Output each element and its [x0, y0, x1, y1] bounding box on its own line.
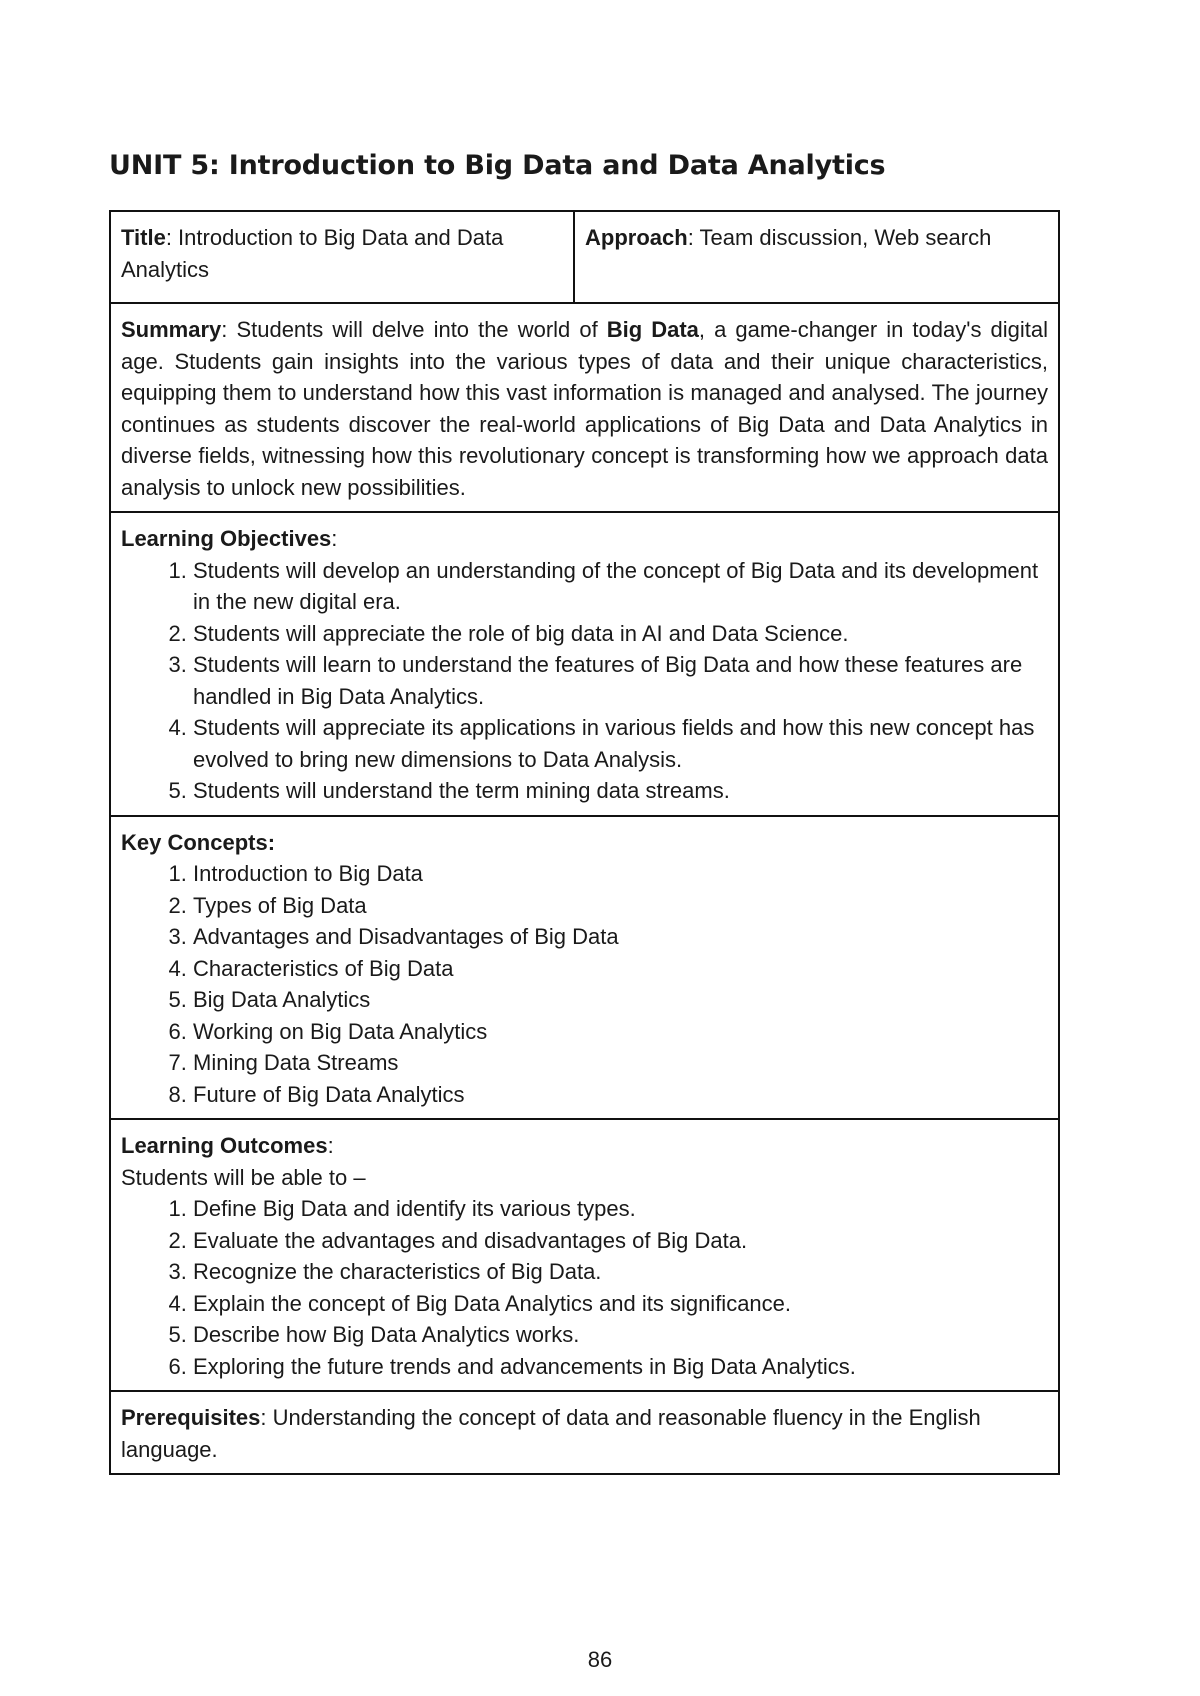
key-concepts-row	[111, 815, 1058, 1119]
prerequisites-row	[111, 1390, 1058, 1473]
list-item: 7. Mining Data Streams	[193, 1047, 1048, 1079]
title-approach-row	[111, 212, 1058, 302]
learning-objectives-row	[111, 511, 1058, 815]
list-item: 3. Advantages and Disadvantages of Big Data	[193, 921, 1048, 953]
list-item: 2. Students will appreciate the role of big data in AI and Data Science.	[193, 618, 1048, 650]
summary-text-after: , a game-changer in today's digital age. Students gain insights into the various types of data and their unique characteristics, equipping them to understand how this vast information is managed and analysed. The journey continues as students discover the real-world applications of Big Data and Data Analytics in diverse fields, witnessing how this revolutionary concept is transforming how we approach data analysis to unlock new possibilities.	[121, 317, 1048, 500]
prerequisites-label: Prerequisites	[121, 1405, 261, 1430]
unit-overview-table	[109, 210, 1060, 1475]
list-item: 6. Working on Big Data Analytics	[193, 1016, 1048, 1048]
title-cell	[111, 212, 575, 302]
list-item: 2. Types of Big Data	[193, 890, 1048, 922]
list-item: 4. Explain the concept of Big Data Analytics and its significance.	[193, 1288, 1048, 1320]
list-item: 1. Define Big Data and identify its various types.	[193, 1193, 1048, 1225]
learning-outcomes-heading: Learning Outcomes:	[121, 1133, 334, 1158]
approach-cell	[575, 212, 1058, 302]
summary-bold-term: Big Data	[606, 317, 699, 342]
list-item: 1. Introduction to Big Data	[193, 858, 1048, 890]
page-number: 86	[587, 1647, 613, 1672]
list-item: 1. Students will develop an understanding of the concept of Big Data and its development in the new digital era.	[193, 555, 1048, 618]
learning-outcomes-row	[111, 1118, 1058, 1390]
learning-outcomes-list	[121, 1193, 1048, 1382]
learning-objectives-list	[121, 555, 1048, 807]
title-value: : Introduction to Big Data and Data Analytics	[121, 225, 504, 282]
list-item: 5. Big Data Analytics	[193, 984, 1048, 1016]
prerequisites-value: : Understanding the concept of data and reasonable fluency in the English language.	[121, 1405, 981, 1462]
list-item: 8. Future of Big Data Analytics	[193, 1079, 1048, 1111]
summary-label: Summary	[121, 317, 222, 342]
unit-title: UNIT 5: Introduction to Big Data and Data Analytics	[109, 150, 886, 181]
learning-objectives-heading: Learning Objectives:	[121, 526, 338, 551]
title-label: Title	[121, 225, 166, 250]
list-item: 3. Students will learn to understand the features of Big Data and how these features are handled in Big Data Analytics.	[193, 649, 1048, 712]
list-item: 4. Characteristics of Big Data	[193, 953, 1048, 985]
key-concepts-list	[121, 858, 1048, 1110]
list-item: 5. Students will understand the term mining data streams.	[193, 775, 1048, 807]
list-item: 2. Evaluate the advantages and disadvantages of Big Data.	[193, 1225, 1048, 1257]
key-concepts-heading: Key Concepts:	[121, 829, 276, 855]
approach-label: Approach	[585, 225, 688, 250]
list-item: 6. Exploring the future trends and advancements in Big Data Analytics.	[193, 1351, 1048, 1383]
summary-text-before: : Students will delve into the world of	[221, 317, 607, 342]
list-item: 5. Describe how Big Data Analytics works.	[193, 1319, 1048, 1351]
approach-value: : Team discussion, Web search	[687, 225, 992, 250]
list-item: 4. Students will appreciate its applications in various fields and how this new concept has evolved to bring new dimensions to Data Analysis.	[193, 712, 1048, 775]
learning-outcomes-intro: Students will be able to –	[121, 1164, 366, 1190]
list-item: 3. Recognize the characteristics of Big Data.	[193, 1256, 1048, 1288]
summary-row	[111, 302, 1058, 511]
